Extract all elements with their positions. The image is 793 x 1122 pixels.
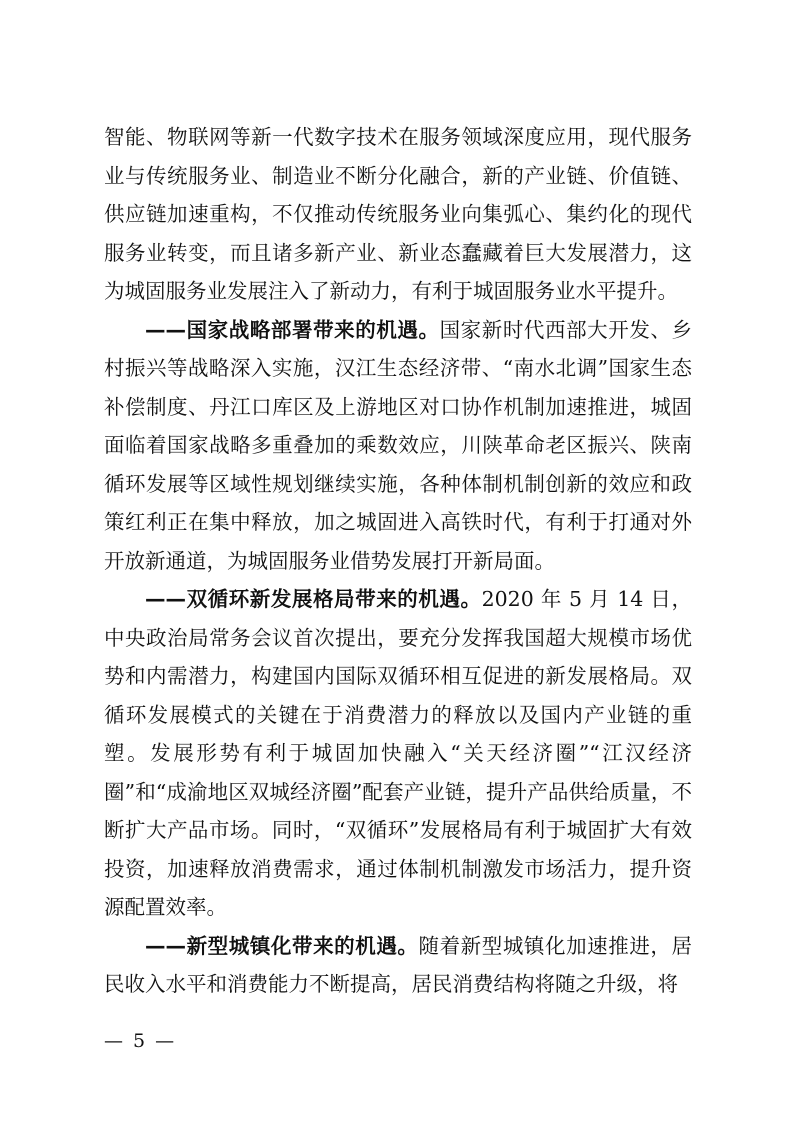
- paragraph-urbanization: [104, 927, 692, 1004]
- paragraph-dual-circulation: [104, 580, 692, 927]
- paragraph-text: 2020 年 5 月 14 日，中央政治局常务会议首次提出，要充分发挥我国超大规模市场优势和内需潜力，构建国内国际双循环相互促进的新发展格局。双循环发展模式的关键在于消费潜力的释放以及国内产业链的重塑。发展形势有利于城固加快融入“关天经济圈”“江汉经济圈”和“成渝地区双城经济圈”配套产业链，提升产品供给质量，不断扩大产品市场。同时，“双循环”发展格局有利于城固扩大有效投资，加速释放消费需求，通过体制机制激发市场活力，提升资源配置效率。: [104, 587, 693, 919]
- body-text: [104, 118, 692, 1004]
- paragraph-text: 随着新型城镇化加速推进，居民收入水平和消费能力不断提高，居民消费结构将随之升级，将: [104, 933, 692, 996]
- paragraph-heading: ——国家战略部署带来的机遇。: [145, 317, 440, 342]
- paragraph-national-strategy: [104, 311, 692, 581]
- page-number: — 5 —: [104, 1030, 177, 1052]
- paragraph-heading: ——新型城镇化带来的机遇。: [145, 933, 419, 958]
- paragraph-heading: ——双循环新发展格局带来的机遇。: [145, 587, 482, 611]
- paragraph-text: 智能、物联网等新一代数字技术在服务领域深度应用，现代服务业与传统服务业、制造业不断分化融合，新的产业链、价值链、供应链加速重构，不仅推动传统服务业向集弧心、集约化的现代服务业转变，而且诸多新产业、新业态蠢藏着巨大发展潜力，这为城固服务业发展注入了新动力，有利于城固服务业水平提升。: [104, 125, 692, 303]
- paragraph-continuation: [104, 118, 692, 311]
- paragraph-text: 国家新时代西部大开发、乡村振兴等战略深入实施，汉江生态经济带、“南水北调”国家生态补偿制度、丹江口库区及上游地区对口协作机制加速推进，城固面临着国家战略多重叠加的乘数效应，川陕革命老区振兴、陕南循环发展等区域性规划继续实施，各种体制机制创新的效应和政策红利正在集中释放，加之城固进入高铁时代，有利于打通对外开放新通道，为城固服务业借势发展打开新局面。: [104, 317, 693, 573]
